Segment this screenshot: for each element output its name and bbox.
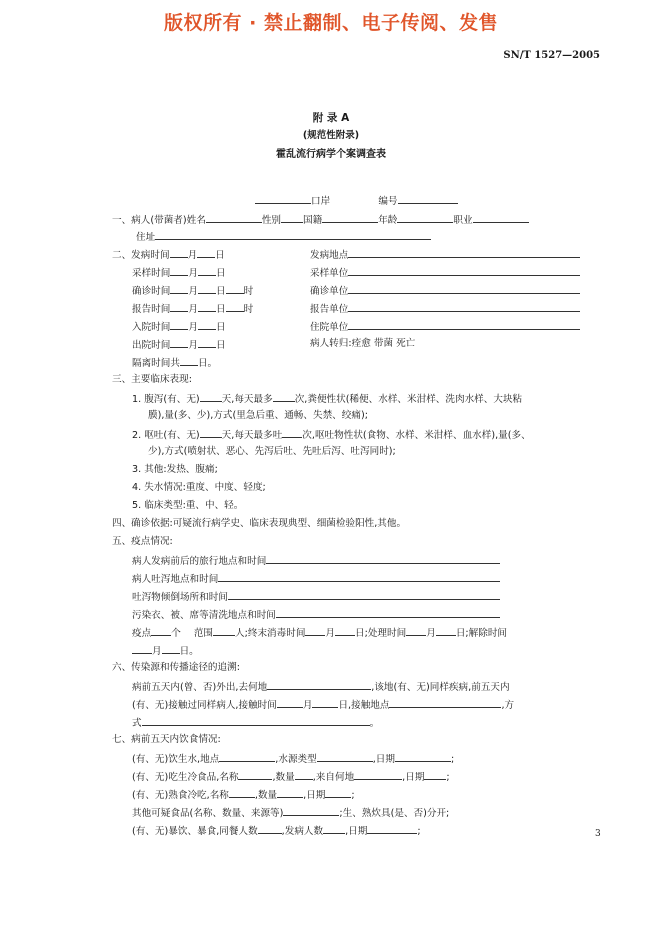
raw-water-line: (有、无)饮生水,地点 ,水源类型 ,日期 ; — [132, 751, 454, 766]
isolation-label: 隔离时间共 — [132, 358, 180, 369]
confirm-time-line: 确诊时间 月 日 时 — [132, 283, 253, 298]
header-fields-line — [255, 193, 458, 208]
hospital-unit-label: 住院单位 — [310, 322, 349, 333]
serial-label: 编号 — [378, 196, 398, 207]
cold-food-line: (有、无)熟食冷吃,名称 ,数量 ,日期 ; — [132, 787, 355, 802]
port-label: 口岸 — [311, 196, 331, 207]
binge-line: (有、无)暴饮、暴食,同餐人数 ,发病人数 ,日期 ; — [132, 823, 421, 838]
hospital-unit-line — [310, 319, 580, 334]
wash-place-label: 污染衣、被、席等清洗地点和时间 — [132, 610, 276, 621]
sampling-time-label: 采样时间 — [132, 268, 171, 279]
raw-food-line: (有、无)吃生冷食品,名称 ,数量 ,来自何地 ,日期 ; — [132, 769, 450, 784]
trace-line-1: 病前五天内(曾、否)外出,去何地 ,该地(有、无)同样疾病,前五天内 — [132, 679, 510, 694]
appendix-type: (规范性附录) — [302, 130, 360, 141]
diarrhea-line-1: 1. 腹泻(有、无) 天,每天最多 次,粪便性状(稀便、水样、米泔样、洗肉水样、大块粘 — [132, 391, 522, 406]
vomit-line-2: 少),方式(喷射状、恶心、先泻后吐、先吐后泻、吐泻同时); — [148, 446, 396, 457]
onset-place-label: 发病地点 — [310, 250, 349, 261]
trace-line-2: (有、无)接触过同样病人,接触时间 月 日,接触地点 ,方 — [132, 697, 514, 712]
sec3-heading: 三、主要临床表现: — [112, 374, 192, 385]
focus-line: 疫点 个 范围 人;终末消毒时间 月 日;处理时间 月 日;解除时间 — [132, 625, 507, 640]
onset-place-line — [310, 247, 580, 262]
onset-time-line: 二、发病时间 月 日 — [112, 247, 225, 262]
admit-time-line: 入院时间 月 日 — [132, 319, 226, 334]
confirm-time-label: 确诊时间 — [132, 286, 171, 297]
form-title: 霍乱流行病学个案调查表 — [276, 149, 386, 160]
standard-number: SN/T 1527—2005 — [503, 50, 600, 61]
age-label: 年龄 — [378, 215, 398, 226]
report-time-line: 报告时间 月 日 时 — [132, 301, 253, 316]
trace-line-3: 式 。 — [132, 715, 379, 730]
onset-time-label: 二、发病时间 — [112, 250, 170, 261]
confirm-unit-label: 确诊单位 — [310, 286, 349, 297]
copyright-watermark: 版权所有 · 禁止翻制、电子传阅、发售 — [164, 12, 498, 34]
vomit-line-1: 2. 呕吐(有、无) 天,每天最多吐 次,呕吐物性状(食物、水样、米泔样、血水样),量(多、 — [132, 427, 531, 442]
report-unit-line — [310, 301, 580, 316]
clinical-type-line: 5. 临床类型:重、中、轻。 — [132, 500, 244, 511]
gender-label: 性别 — [261, 215, 282, 226]
discharge-time-label: 出院时间 — [132, 340, 171, 351]
address-label: 住址 — [136, 232, 156, 243]
confirm-unit-line — [310, 283, 580, 298]
appendix-title: 附 录 A — [312, 112, 350, 124]
sec1-heading: 一、病人(带菌者)姓名 — [112, 215, 206, 226]
sampling-unit-line — [310, 265, 580, 280]
sec1-line — [112, 212, 529, 227]
sec5-heading: 五、疫点情况: — [112, 536, 173, 547]
travel-label: 病人发病前后的旅行地点和时间 — [132, 556, 267, 567]
admit-time-label: 入院时间 — [132, 322, 171, 333]
report-unit-label: 报告单位 — [310, 304, 349, 315]
sampling-time-line: 采样时间 月 日 — [132, 265, 226, 280]
release-line: 月 日。 — [132, 643, 199, 658]
suspect-food-line: 其他可疑食品(名称、数量、来源等) ;生、熟炊具(是、否)分开; — [132, 805, 449, 820]
other-symptoms-line: 3. 其他:发热、腹痛; — [132, 464, 218, 475]
discharge-time-line: 出院时间 月 日 — [132, 337, 226, 352]
wash-place-line — [132, 607, 500, 622]
sampling-unit-label: 采样单位 — [310, 268, 349, 279]
dump-place-line — [132, 589, 500, 604]
diagnosis-basis-line: 四、确诊依据:可疑流行病学史、临床表现典型、细菌检验阳性,其他。 — [112, 518, 407, 529]
isolation-line: 隔离时间共 日。 — [132, 355, 217, 370]
sec7-heading: 七、病前五天内饮食情况: — [112, 734, 221, 745]
travel-line — [132, 553, 500, 568]
report-time-label: 报告时间 — [132, 304, 171, 315]
address-line — [136, 229, 431, 244]
port-blank — [255, 193, 311, 204]
outcome-line: 病人转归:痊愈 带菌 死亡 — [310, 338, 416, 349]
vomit-place-label: 病人吐泻地点和时间 — [132, 574, 219, 585]
dump-place-label: 吐泻物倾倒场所和时间 — [132, 592, 228, 603]
page-number: 3 — [595, 829, 601, 839]
dehydration-line: 4. 失水情况:重度、中度、轻度; — [132, 482, 266, 493]
sec6-heading: 六、传染源和传播途径的追溯: — [112, 662, 240, 673]
serial-blank — [398, 193, 458, 204]
diarrhea-line-2: 膜),量(多、少),方式(里急后重、通畅、失禁、绞痛); — [148, 410, 368, 421]
vomit-place-line — [132, 571, 500, 586]
nationality-label: 国籍 — [303, 215, 323, 226]
occupation-label: 职业 — [453, 215, 473, 226]
